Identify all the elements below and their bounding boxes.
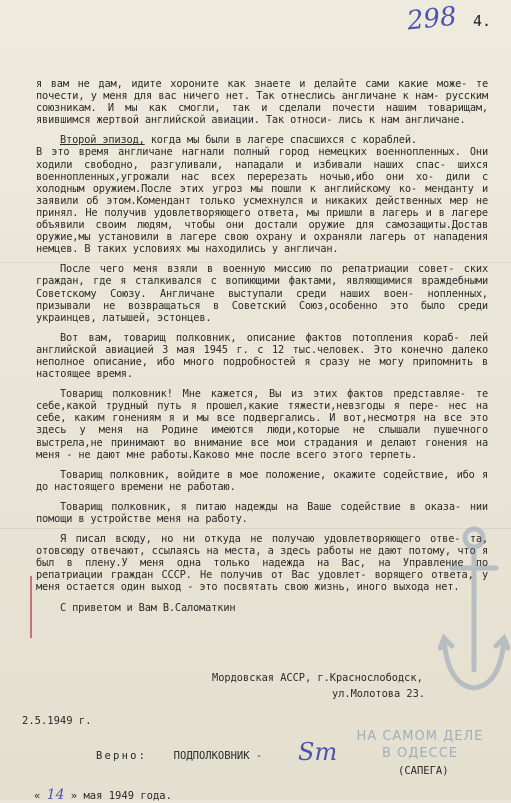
paragraph-3: После чего меня взяли в военную миссию по репатриации совет- ских граждан, где я сталкивался с вопиющими фактами, являющимися враждебными Советскому Союзу. Англичане выступали среди наших воен- нопленных, призывали не возвращаться в Советский Союз,особенно это было среди украинцев, латышей, эстонцев.	[36, 263, 488, 324]
watermark-line-2: В ОДЕССЕ	[381, 746, 459, 761]
letter-date: 2.5.1949 г.	[22, 715, 92, 727]
page-number: 4.	[472, 12, 491, 30]
paragraph-1: я вам не дам, идите хороните как знаете и делайте сами какие може- те почести, у меня для вас ничего нет. Так отнеслись англичане к нам- русским союзникам. И мы как смогли, так и сделали почести нашим товарищам, явившимся жертвой английской авиации. Так относи- лись к нам англичане.	[36, 78, 488, 127]
verification-rank: ПОДПОЛКОВНИК -	[173, 750, 263, 762]
verification-label: Верно:	[96, 750, 148, 762]
episode-heading-rest: когда мы были в лагере спасшихся с кораблей.	[144, 134, 417, 147]
paragraph-episode-heading	[36, 134, 488, 146]
watermark-text	[330, 728, 510, 762]
paragraph-7: Товарищ полковник, я питаю надежды на Ваше содействие в оказа- нии помощи в устройстве меня на работу.	[36, 500, 488, 525]
address-line-2: ул.Молотова 23.	[332, 688, 425, 700]
anchor-watermark-icon	[438, 520, 510, 720]
sender-address	[212, 670, 425, 702]
paragraph-2: В это время англичане нагнали полный город немецких военнопленных. Они ходили свободно, разгуливали, нападали и избивали наших спас- шихся военнопленных,угрожали нас всех перерезать ночью,ибо они хо- дили с холодным оружием.После этих угроз мы пошли к английскому ко- менданту и заявили об этом.Комендант только усмехнулся и никаких действенных мер не принял. Не получив удовлетворяющего ответа, мы пришли в лагерь и в лагере объявили своим людям, чтобы они достали оружие для самозащиты.Достав оружие,мы установили в лагере свою охрану и охраняли лагерь от нападения немцев. В таких условиях мы находились у англичан.	[36, 146, 488, 256]
margin-mark	[30, 576, 32, 638]
episode-heading: Второй эпизод,	[60, 134, 145, 147]
paragraph-4: Вот вам, товарищ полковник, описание фактов потопления кораб- лей английской авиацией 3 мая 1945 г. с 12 тыс.человек. Это конечно далеко неполное описание, ибо много подробностей я сразу не могу припомнить в настоящее время.	[36, 331, 488, 381]
archive-number: 298	[405, 1, 459, 37]
watermark-line-1: НА САМОМ ДЕЛЕ	[356, 729, 484, 744]
handwritten-signature: Sm	[298, 738, 338, 766]
bottom-date: « 14 » мая 1949 года.	[34, 787, 172, 803]
paragraph-8: Я писал всюду, но ни откуда не получаю удовлетворяющего отве- та, отовсюду отвечают, ссылаясь на места, а здесь работы не дают потому, что я был в плену.У меня одна только надежда на Вас, на Управление по репатриации граждан СССР. Не получив от Вас удовлет- ворящего ответа, у меня остается один выход - это посвятать свою жизнь, иного выхода нет.	[36, 533, 488, 594]
paragraph-5: Товарищ полковник! Мне кажется, Вы из этих фактов представляе- те себе,какой трудный путь я прошел,какие тяжести,невзгоды я пере- нес на себе, каким гонениям я и мы все подвергались. И вот,несмотря на все это здесь у меня на Родине имеются люди,которые не слышали пушечного выстрела,не принимают во внимание все мои страдания и делают гонения на меня - не дают мне работы.Каково мне после всего этого терпеть.	[36, 388, 488, 461]
bottom-date-day: 14	[46, 787, 65, 803]
letter-body	[36, 78, 488, 622]
verifier-surname: (САПЕГА)	[398, 765, 449, 777]
address-line-1: Мордовская АССР, г.Краснослободск,	[212, 672, 423, 684]
verification-line	[96, 750, 262, 762]
closing-line: С приветом и Вам В.Саломаткин	[60, 601, 236, 614]
paragraph-6: Товарищ полковник, войдите в мое положение, окажите содействие, ибо я до настоящего времени не работаю.	[36, 468, 488, 493]
bottom-date-rest: мая 1949 года.	[83, 790, 172, 802]
